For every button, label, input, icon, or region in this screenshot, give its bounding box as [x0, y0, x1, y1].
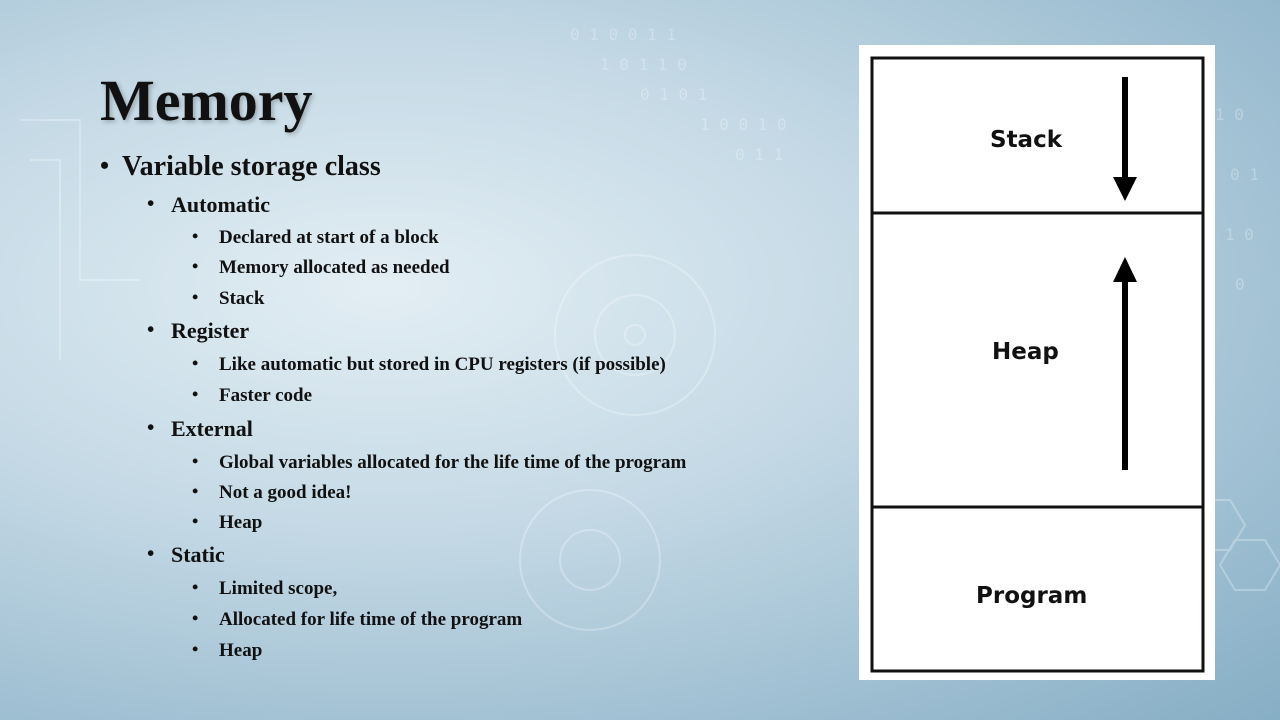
- bullet-text: External: [171, 416, 253, 441]
- bullet-item: [192, 481, 352, 504]
- svg-text:0 1 0 1: 0 1 0 1: [640, 85, 708, 104]
- bullet-item: [192, 384, 313, 407]
- bullet-text: Automatic: [171, 192, 270, 217]
- bullet-text: Declared at start of a block: [219, 227, 439, 248]
- bullet-item: [192, 577, 338, 600]
- bullet-text: Global variables allocated for the life time of the program: [219, 452, 687, 473]
- bullet-item: [192, 608, 523, 631]
- bullet-text: Heap: [219, 640, 263, 661]
- bullet-dot: •: [100, 151, 110, 180]
- bullet-dot: •: [147, 317, 155, 341]
- bullet-item: [147, 541, 225, 568]
- bullet-dot: •: [147, 191, 155, 215]
- bullet-item: [192, 451, 687, 474]
- bullet-text: Not a good idea!: [219, 482, 352, 503]
- program-label: Program: [976, 583, 1088, 609]
- svg-text:0 1 0 0 1 1: 0 1 0 0 1 1: [570, 25, 676, 44]
- bullet-text: Like automatic but stored in CPU registers (if possible): [219, 354, 666, 375]
- svg-text:1 0 1 1 0: 1 0 1 1 0: [600, 55, 687, 74]
- bullet-dot: •: [192, 256, 199, 276]
- bullet-text: Allocated for life time of the program: [219, 609, 523, 630]
- bullet-dot: •: [192, 451, 199, 471]
- stack-label: Stack: [990, 127, 1063, 153]
- bullet-item: [192, 353, 666, 376]
- bullet-text: Register: [171, 318, 250, 343]
- bullet-text: Stack: [219, 288, 265, 309]
- svg-text:0 1: 0 1: [1230, 165, 1259, 184]
- bullet-item: [192, 226, 439, 249]
- bullet-dot: •: [192, 353, 199, 373]
- bullet-dot: •: [192, 511, 199, 531]
- slide-title: Memory: [100, 68, 313, 133]
- bullet-item: [147, 317, 250, 344]
- bullet-item: [192, 511, 263, 534]
- bullet-dot: •: [192, 639, 199, 659]
- bullet-item: [147, 191, 270, 218]
- bullet-dot: •: [192, 384, 199, 404]
- bullet-dot: •: [147, 541, 155, 565]
- svg-text:0 1 1: 0 1 1: [735, 145, 784, 164]
- bullet-item: [192, 287, 265, 310]
- bullet-text: Limited scope,: [219, 578, 338, 599]
- stack-arrow-down-head: [1113, 177, 1137, 201]
- bullet-dot: •: [192, 226, 199, 246]
- bullet-item: [100, 151, 381, 183]
- bullet-text: Static: [171, 542, 225, 567]
- heap-arrow-up-head: [1113, 257, 1137, 282]
- bullet-item: [192, 256, 450, 279]
- bullet-text: Variable storage class: [122, 151, 381, 182]
- bullet-text: Memory allocated as needed: [219, 257, 450, 278]
- heap-label: Heap: [992, 339, 1059, 365]
- bullet-text: Faster code: [219, 385, 313, 406]
- bullet-text: Heap: [219, 512, 263, 533]
- svg-text:1 0: 1 0: [1215, 105, 1244, 124]
- bullet-dot: •: [192, 608, 199, 628]
- bullet-item: [192, 639, 263, 662]
- bullet-dot: •: [192, 577, 199, 597]
- bullet-dot: •: [192, 287, 199, 307]
- memory-layout-diagram: [859, 45, 1215, 680]
- svg-text:0: 0: [1235, 275, 1245, 294]
- bullet-dot: •: [192, 481, 199, 501]
- svg-text:1 0: 1 0: [1225, 225, 1254, 244]
- bullet-dot: •: [147, 415, 155, 439]
- svg-text:1 0 0 1 0: 1 0 0 1 0: [700, 115, 787, 134]
- bullet-item: [147, 415, 253, 442]
